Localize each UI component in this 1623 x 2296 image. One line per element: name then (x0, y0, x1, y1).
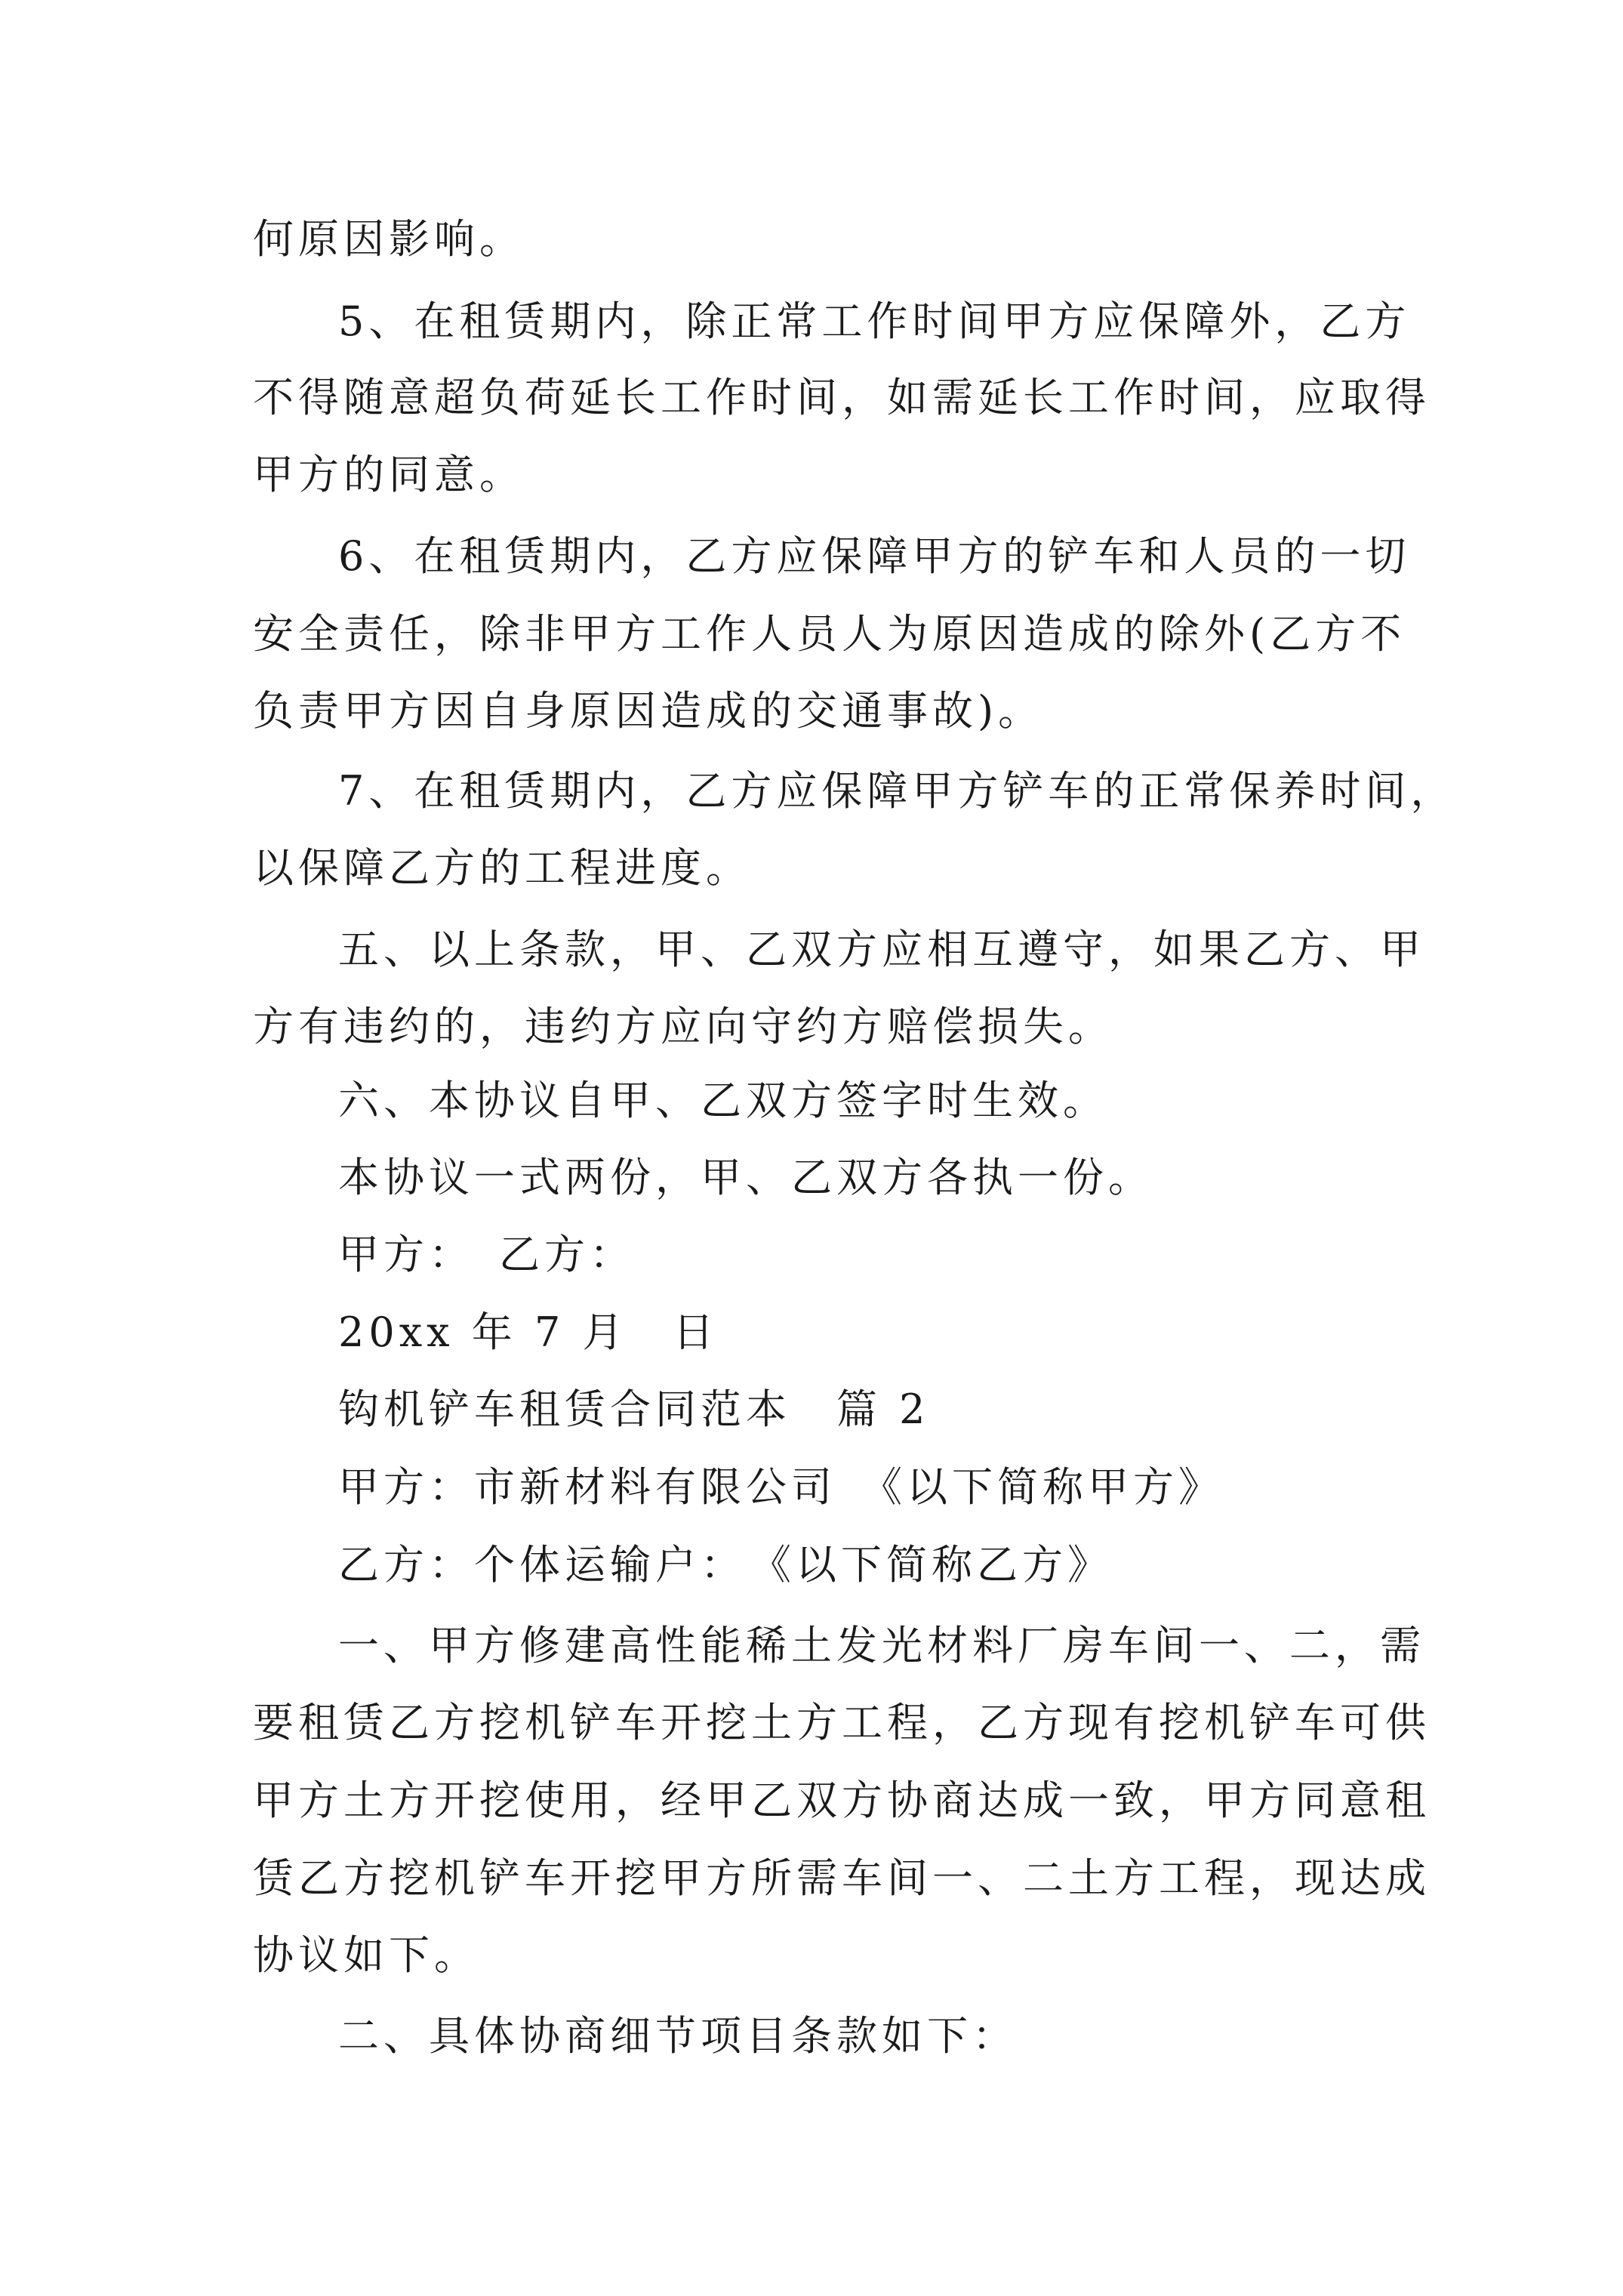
section-1-line-3: 甲方土方开挖使用，经甲乙双方协商达成一致，甲方同意租 (253, 1777, 1431, 1824)
party-b-line: 乙方：个体运输户： 《以下简称乙方》 (338, 1541, 1113, 1589)
section-1-line-5: 协议如下。 (253, 1931, 479, 1979)
clause-5-line-1: 5、在租赁期内，除正常工作时间甲方应保障外，乙方 (338, 297, 1411, 345)
party-a-line: 甲方：市新材料有限公司 《以下简称甲方》 (338, 1463, 1224, 1511)
clause-5-line-3: 甲方的同意。 (253, 451, 525, 498)
contract-2-title: 钩机铲车租赁合同范本 篇 2 (338, 1385, 930, 1433)
copies-line: 本协议一式两份，甲、乙双方各执一份。 (338, 1154, 1153, 1201)
section-1-line-4: 赁乙方挖机铲车开挖甲方所需车间一、二土方工程，现达成 (253, 1854, 1431, 1902)
clause-6-line-3: 负责甲方因自身原因造成的交通事故)。 (253, 687, 1044, 735)
paragraph-line: 何原因影响。 (253, 215, 525, 263)
section-1-line-2: 要租赁乙方挖机铲车开挖土方工程，乙方现有挖机铲车可供 (253, 1699, 1431, 1746)
clause-7-line-1: 7、在租赁期内，乙方应保障甲方铲车的正常保养时间， (338, 767, 1456, 815)
section-2-line: 二、具体协商细节项目条款如下： (338, 2012, 1018, 2060)
clause-7-line-2: 以保障乙方的工程进度。 (253, 844, 751, 892)
section-1-line-1: 一、甲方修建高性能稀土发光材料厂房车间一、二，需 (338, 1622, 1425, 1669)
section-5-line-2: 方有违约的，违约方应向守约方赔偿损失。 (253, 1003, 1113, 1050)
signature-parties-line: 甲方： 乙方： (338, 1231, 635, 1278)
clause-5-line-2: 不得随意超负荷延长工作时间，如需延长工作时间，应取得 (253, 374, 1431, 421)
section-6-line: 六、本协议自甲、乙双方签字时生效。 (338, 1077, 1108, 1124)
clause-6-line-1: 6、在租赁期内，乙方应保障甲方的铲车和人员的一切 (338, 532, 1411, 580)
date-line: 20xx 年 7 月 日 (338, 1308, 719, 1356)
section-5-line-1: 五、以上条款，甲、乙双方应相互遵守，如果乙方、甲 (338, 926, 1425, 973)
clause-6-line-2: 安全责任，除非甲方工作人员人为原因造成的除外(乙方不 (253, 610, 1406, 658)
